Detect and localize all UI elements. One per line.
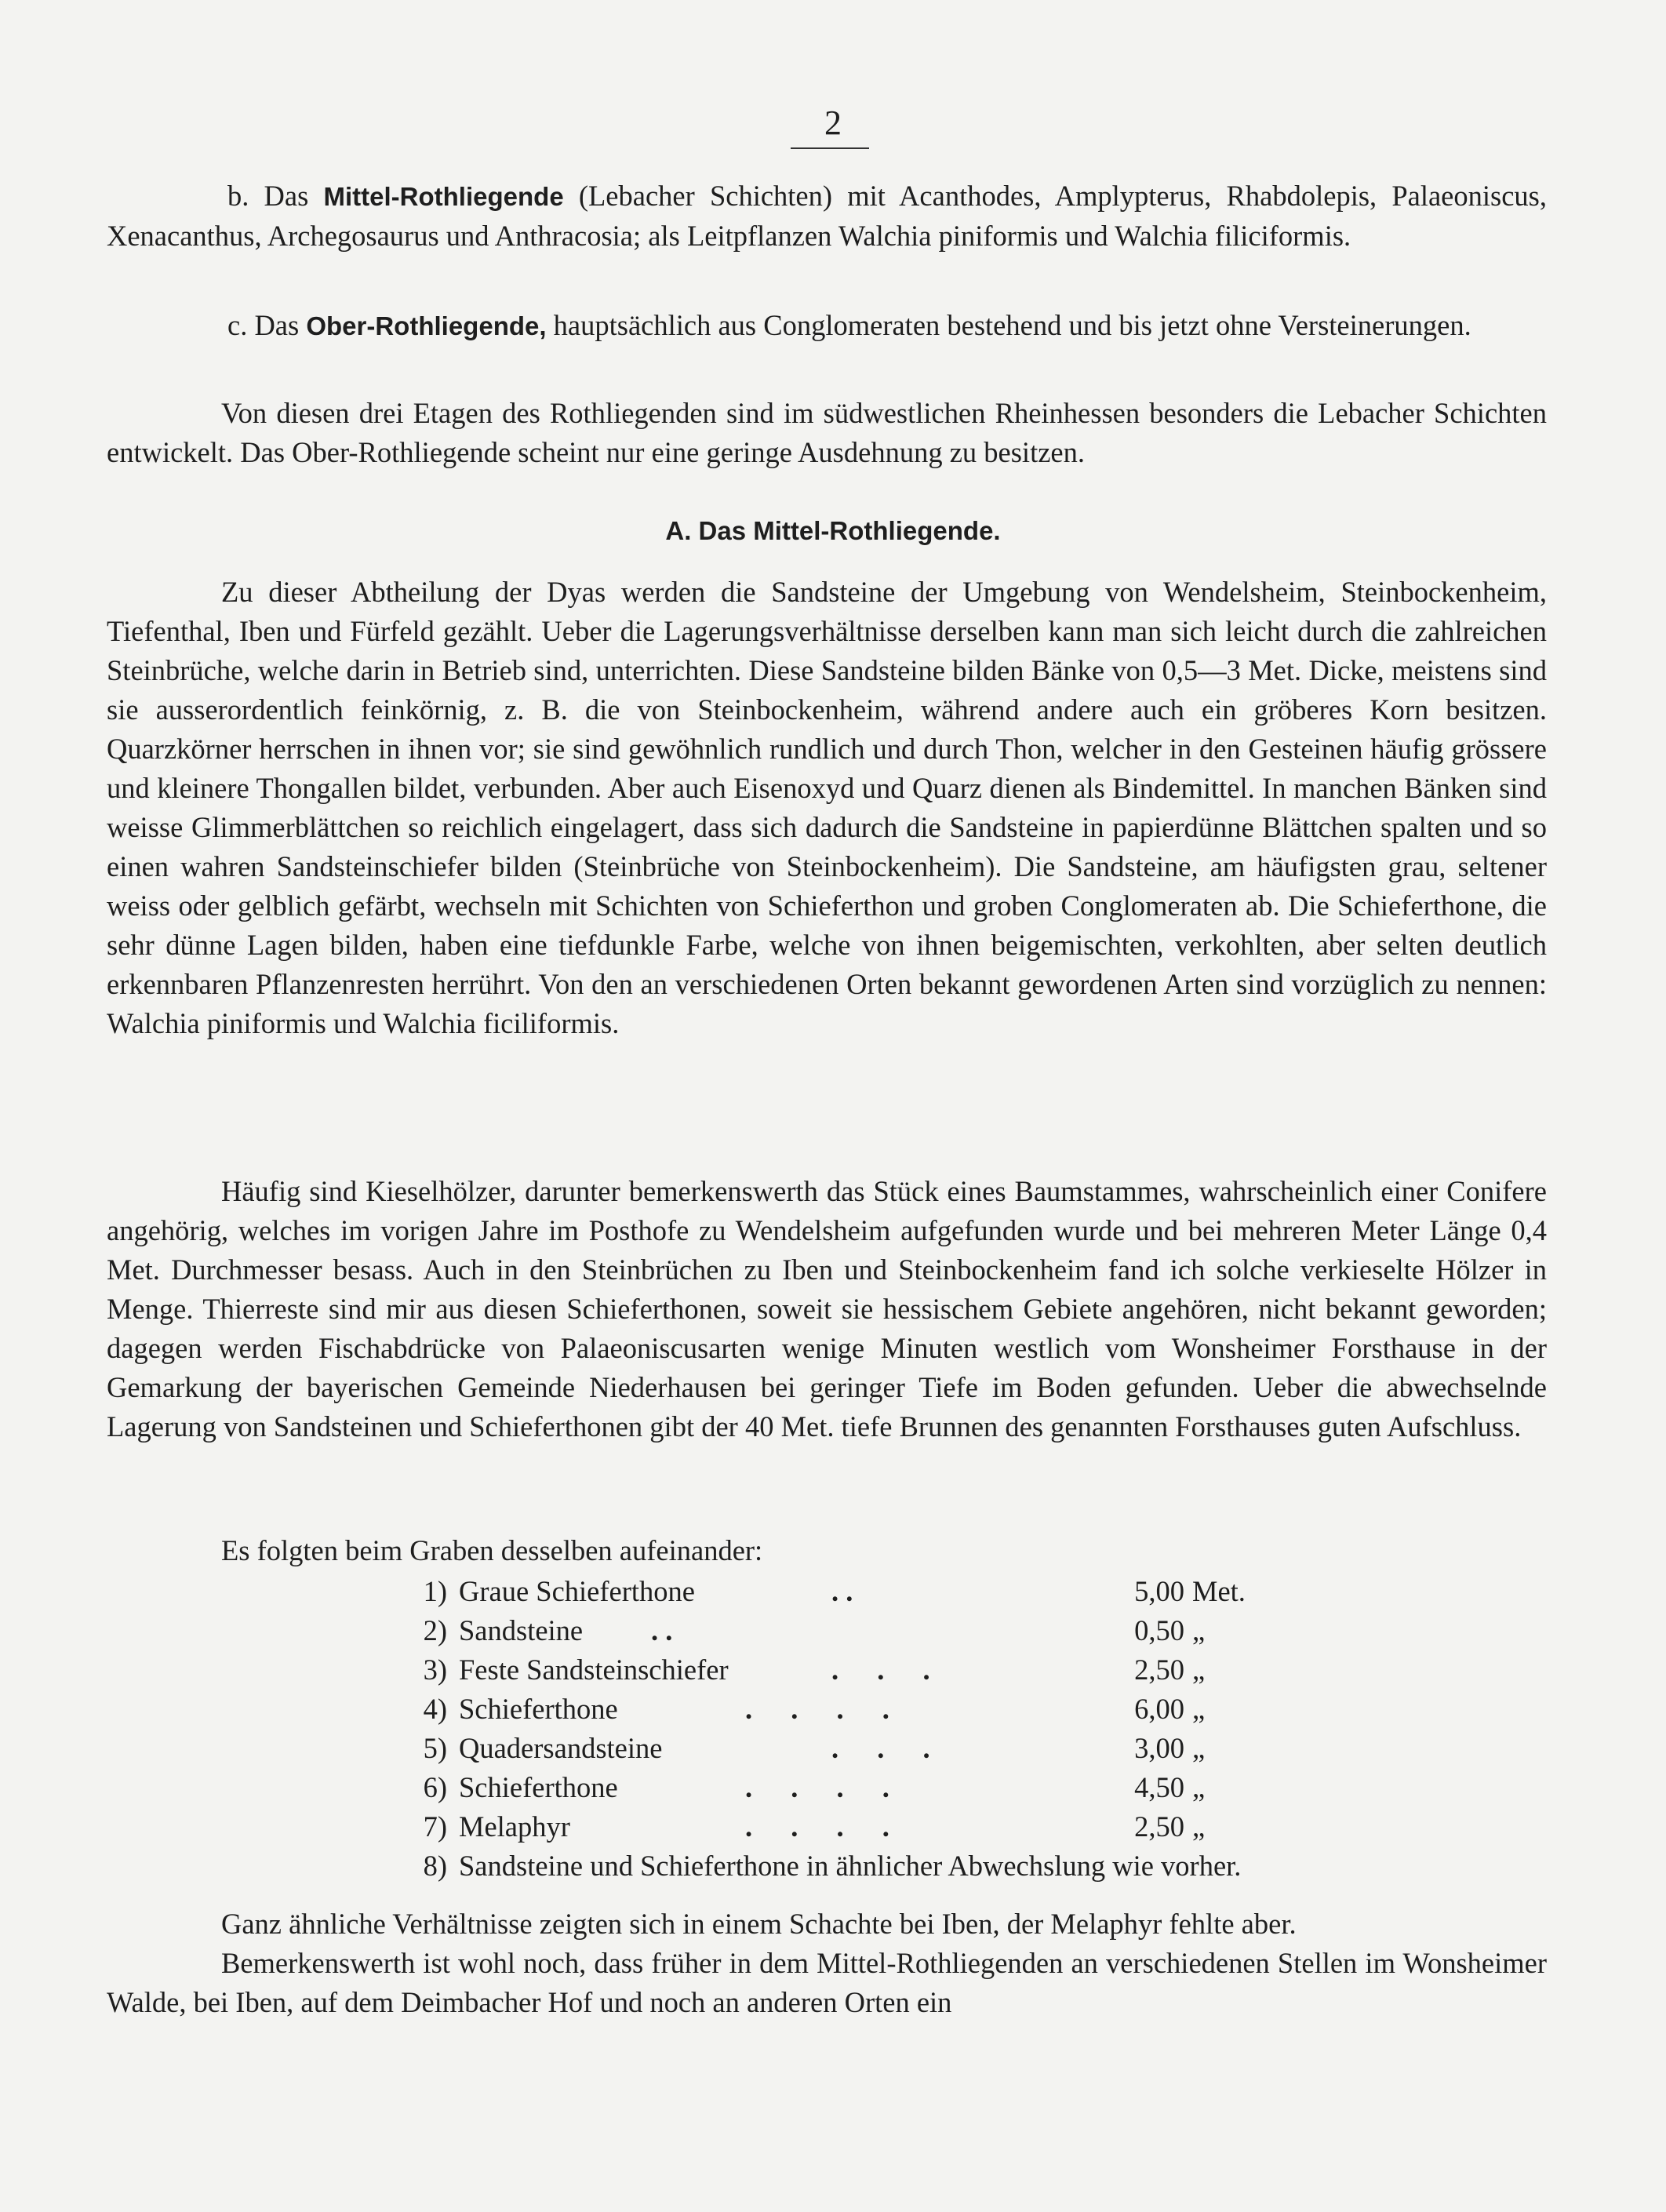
item-unit: „: [1192, 1732, 1206, 1764]
list-item: [0, 1611, 1666, 1650]
item-number: 5): [423, 1732, 447, 1764]
item-value: 2,50: [1134, 1654, 1184, 1686]
paragraph-3: [107, 1905, 1547, 1944]
item-name: Quadersandsteine: [459, 1732, 663, 1764]
item-leaders: . . . .: [745, 1693, 889, 1725]
list-b-term: Mittel-Rothliegende: [323, 182, 564, 211]
list-item: [0, 1846, 1666, 1886]
paragraph-4: [107, 1944, 1547, 2022]
list-item: [0, 1572, 1666, 1611]
item-leaders: . .: [831, 1575, 853, 1607]
list-item: [0, 1807, 1666, 1846]
item-number: 7): [423, 1810, 447, 1843]
item-unit: „: [1192, 1693, 1206, 1725]
item-leaders: . .: [651, 1614, 673, 1646]
item-unit: „: [1192, 1771, 1206, 1803]
item-name: Schieferthone: [459, 1693, 618, 1725]
item-leaders: . . . .: [745, 1810, 889, 1843]
paragraph-2-text: Häufig sind Kieselhölzer, darunter bemerkenswerth das Stück eines Baumstammes, wahrscheinlich einer Conifere angehörig, welches im vorigen Jahre im Posthofe zu Wendelsheim aufgefunden wurde und bei mehreren Meter Länge 0,4 Met. Durchmesser besass. Auch in den Steinbrüchen zu Iben und Steinbockenheim fand ich solche verkieselte Hölzer in Menge. Thierreste sind mir aus diesen Schieferthonen, soweit sie hessischem Gebiete angehören, nicht bekannt geworden; dagegen werden Fischabdrücke von Palaeoniscusarten wenige Minuten westlich vom Wonsheimer Forsthause in der Gemarkung der bayerischen Gemeinde Niederhausen bei geringer Tiefe im Boden gefunden. Ueber die abwechselnde Lagerung von Sandsteinen und Schieferthonen gibt der 40 Met. tiefe Brunnen des genannten Forsthauses guten Aufschluss.: [107, 1175, 1547, 1443]
page-number: 2: [824, 104, 842, 142]
paragraph-2: [107, 1172, 1547, 1446]
item-number: 2): [423, 1614, 447, 1646]
item-number: 6): [423, 1771, 447, 1803]
item-name: Graue Schieferthone: [459, 1575, 695, 1607]
paragraph-list-c: [107, 306, 1547, 346]
item-unit: Met.: [1192, 1575, 1246, 1607]
list-c-term: Ober-Rothliegende,: [306, 311, 547, 340]
list-c-prefix: c. Das: [227, 309, 307, 341]
list-item: [0, 1768, 1666, 1807]
paragraph-1: [107, 573, 1547, 1043]
section-heading: A. Das Mittel-Rothliegende.: [665, 516, 1001, 545]
item-unit: „: [1192, 1614, 1206, 1646]
item-name: Melaphyr: [459, 1810, 570, 1843]
list-item: [0, 1650, 1666, 1690]
paragraph-1-text: Zu dieser Abtheilung der Dyas werden die Sandsteine der Umgebung von Wendelsheim, Steinbockenheim, Tiefenthal, Iben und Fürfeld gezählt. Ueber die Lagerungsverhältnisse derselben kann man sich leicht durch die zahlreichen Steinbrüche, welche darin in Betrieb sind, unterrichten. Diese Sandsteine bilden Bänke von 0,5—3 Met. Dicke, meistens sind sie ausserordentlich feinkörnig, z. B. die von Steinbockenheim, während andere auch ein gröberes Korn besitzen. Quarzkörner herrschen in ihnen vor; sie sind gewöhnlich rundlich und durch Thon, welcher in den Gesteinen häufig grössere und kleinere Thongallen bildet, verbunden. Aber auch Eisenoxyd und Quarz dienen als Bindemittel. In manchen Bänken sind weisse Glimmerblättchen so reichlich eingelagert, dass sich dadurch die Sandsteine in papierdünne Blättchen spalten und so einen wahren Sandsteinschiefer bilden (Steinbrüche von Steinbockenheim). Die Sandsteine, am häufigsten grau, seltener weiss oder gelblich gefärbt, wechseln mit Schichten von Schieferthon und groben Conglomeraten ab. Die Schieferthone, die sehr dünne Lagen bilden, haben eine tiefdunkle Farbe, welche von ihnen beigemischten, verkohlten, aber selten deutlich erkennbaren Pflanzenresten herrührt. Von den an verschiedenen Orten bekannt gewordenen Arten sind vorzüglich zu nennen: Walchia piniformis und Walchia ficiliformis.: [107, 576, 1547, 1039]
paragraph-intro: [107, 394, 1547, 472]
item-leaders: . . .: [831, 1732, 930, 1764]
item-value: 0,50: [1134, 1614, 1184, 1646]
item-unit: „: [1192, 1654, 1206, 1686]
item-number: 4): [423, 1693, 447, 1725]
intro-text: Von diesen drei Etagen des Rothliegenden sind im südwestlichen Rheinhessen besonders die Lebacher Schichten entwickelt. Das Ober-Rothliegende scheint nur eine geringe Ausdehnung zu besitzen.: [107, 397, 1547, 468]
item-leaders: . . .: [831, 1654, 930, 1686]
item-number: 3): [423, 1654, 447, 1686]
list-b-prefix: b. Das: [227, 180, 324, 212]
item-number: 8): [423, 1850, 447, 1882]
item-name: Feste Sandsteinschiefer: [459, 1654, 729, 1686]
item-number: 1): [423, 1575, 447, 1607]
item-value: 5,00: [1134, 1575, 1184, 1607]
paragraph-list-b: [107, 176, 1547, 256]
item-value: 4,50: [1134, 1771, 1184, 1803]
item-value: 2,50: [1134, 1810, 1184, 1843]
item-unit: „: [1192, 1810, 1206, 1843]
item-value: 6,00: [1134, 1693, 1184, 1725]
paragraph-4-text: Bemerkenswerth ist wohl noch, dass früher in dem Mittel-Rothliegenden an verschiedenen Stellen im Wonsheimer Walde, bei Iben, auf dem Deimbacher Hof und noch an anderen Orten ein: [107, 1947, 1547, 2018]
list-intro: [107, 1531, 1547, 1570]
list-intro-text: Es folgten beim Graben desselben aufeinander:: [221, 1534, 763, 1566]
item-value: 3,00: [1134, 1732, 1184, 1764]
page-number-underline: [791, 147, 869, 149]
paragraph-3-text: Ganz ähnliche Verhältnisse zeigten sich in einem Schachte bei Iben, der Melaphyr fehlte aber.: [221, 1908, 1297, 1940]
item-name: Schieferthone: [459, 1771, 618, 1803]
item-name: Sandsteine: [459, 1614, 584, 1646]
list-item: [0, 1690, 1666, 1729]
list-item: [0, 1729, 1666, 1768]
list-c-text: hauptsächlich aus Conglomeraten bestehend und bis jetzt ohne Versteinerungen.: [546, 309, 1471, 341]
list-b-text: (Lebacher Schichten) mit Acanthodes, Amplypterus, Rhabdolepis, Palaeoniscus, Xenacanthus, Archegosaurus und Anthracosia; als Leitpflanzen Walchia piniformis und Walchia filiciformis.: [107, 180, 1548, 252]
item-leaders: . . . .: [745, 1771, 889, 1803]
item-name: Sandsteine und Schieferthone in ähnlicher Abwechslung wie vorher.: [459, 1850, 1242, 1882]
